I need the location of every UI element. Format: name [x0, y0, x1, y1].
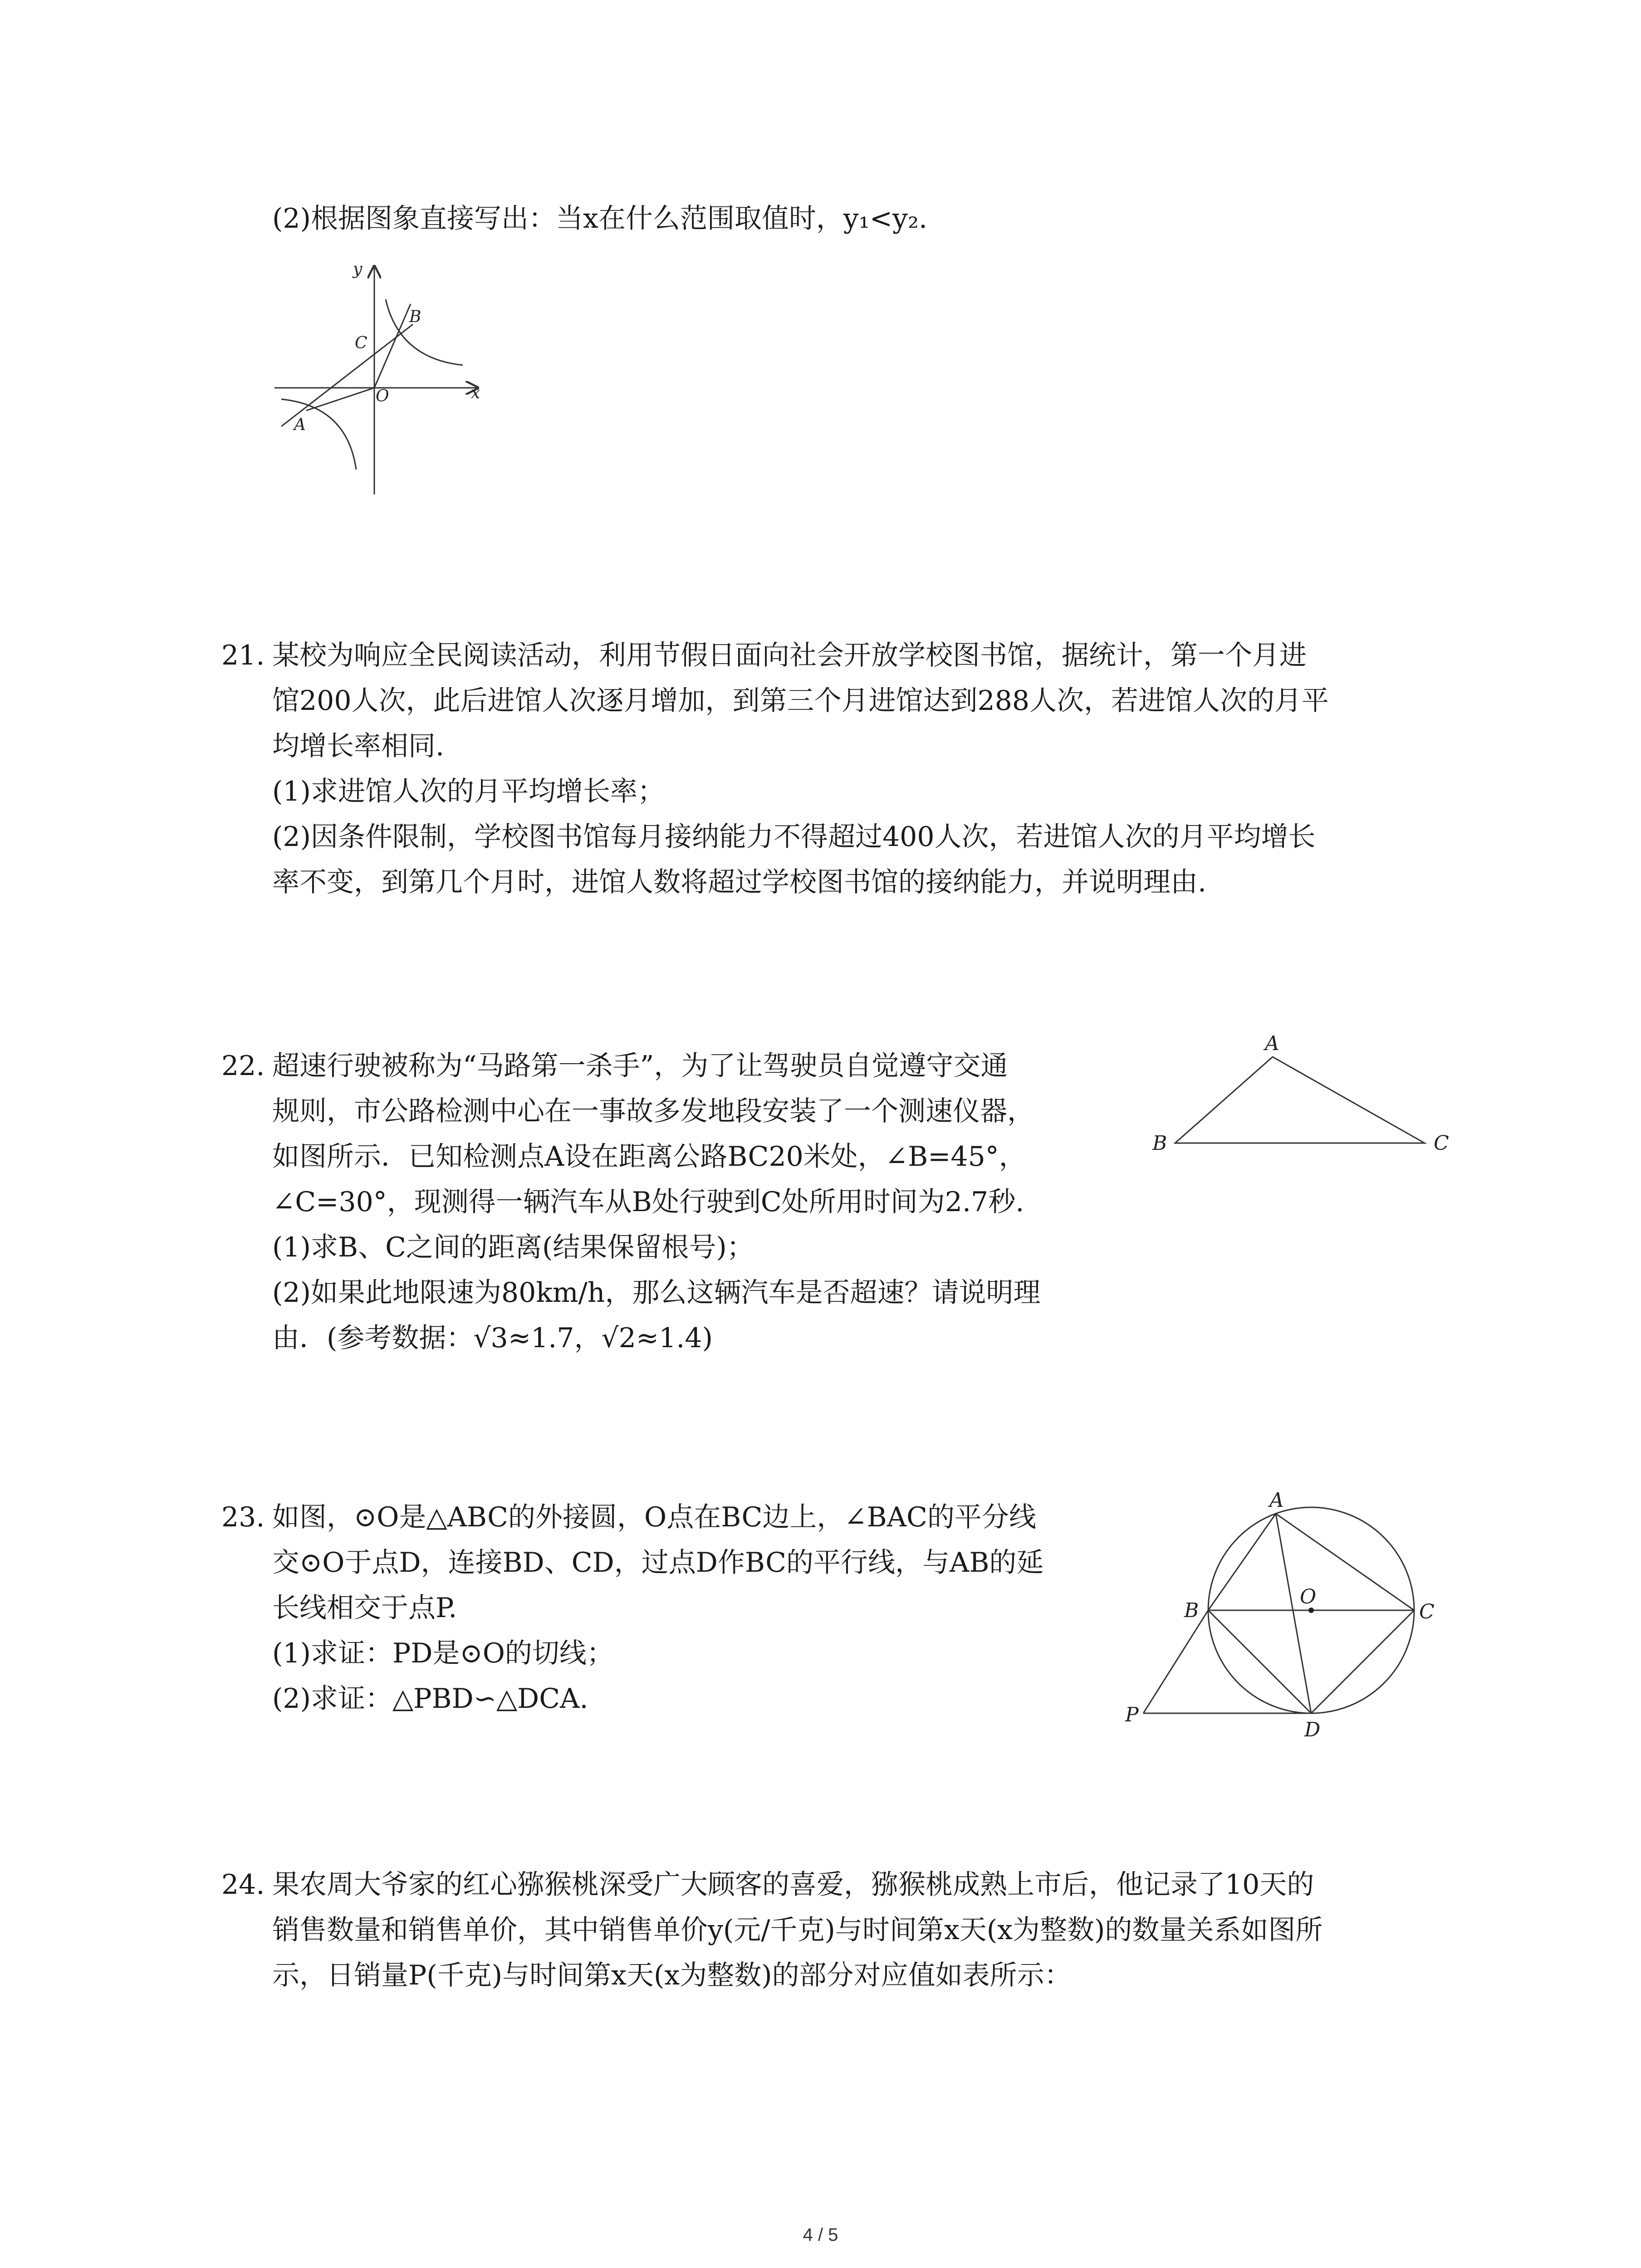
q23-figure — [1116, 1474, 1461, 1765]
q24-number: 24. — [221, 1869, 265, 1901]
q23-line-4: (1)求证：PD是⊙O的切线； — [272, 1637, 614, 1669]
q21-number: 21. — [221, 640, 265, 671]
q20-label-x: x — [471, 384, 480, 402]
q23-label-O: O — [1300, 1585, 1317, 1608]
q21-line-3: 均增长率相同. — [272, 730, 445, 762]
q22-label-C: C — [1434, 1132, 1449, 1155]
q21-line-6: 率不变，到第几个月时，进馆人数将超过学校图书馆的接纳能力，并说明理由. — [272, 866, 1207, 898]
q22-line-1: 超速行驶被称为“马路第一杀手”，为了让驾驶员自觉遵守交通 — [272, 1050, 1008, 1082]
q23-label-P: P — [1125, 1703, 1139, 1726]
q20-hyperbola-upper — [386, 299, 463, 365]
q20-label-y: y — [353, 260, 362, 279]
q22-line-7: 由．(参考数据：√3≈1.7，√2≈1.4) — [272, 1322, 713, 1354]
q20-figure — [263, 254, 499, 508]
q22-figure — [1152, 1030, 1461, 1170]
q21-line-2: 馆200人次，此后进馆人次逐月增加，到第三个月进馆达到288人次，若进馆人次的月平 — [272, 685, 1329, 717]
q23-label-C: C — [1419, 1600, 1435, 1623]
q22-label-A: A — [1265, 1032, 1279, 1055]
q22-line-5: (1)求B、C之间的距离(结果保留根号)； — [272, 1232, 754, 1263]
q23-line-5: (2)求证：△PBD∽△DCA. — [272, 1683, 588, 1715]
q22-line-6: (2)如果此地限速为80km/h，那么这辆汽车是否超速？请说明理 — [272, 1277, 1041, 1309]
q23-label-A: A — [1269, 1489, 1284, 1512]
q24-line-3: 示，日销量P(千克)与时间第x天(x为整数)的部分对应值如表所示： — [272, 1960, 1072, 1991]
q22-line-4: ∠C=30°，现测得一辆汽车从B处行驶到C处所用时间为2.7秒. — [272, 1186, 1024, 1218]
q21-line-1: 某校为响应全民阅读活动，利用节假日面向社会开放学校图书馆，据统计，第一个月进 — [272, 640, 1307, 671]
q22-number: 22. — [221, 1050, 265, 1082]
q23-line-2: 交⊙O于点D，连接BD、CD，过点D作BC的平行线，与AB的延 — [272, 1547, 1044, 1579]
q24-line-1: 果农周大爷家的红心猕猴桃深受广大顾客的喜爱，猕猴桃成熟上市后，他记录了10天的 — [272, 1869, 1314, 1901]
q23-segment-AC — [1276, 1514, 1414, 1610]
q23-number: 23. — [221, 1501, 265, 1533]
q23-label-D: D — [1304, 1718, 1321, 1741]
q24-line-2: 销售数量和销售单价，其中销售单价y(元/千克)与时间第x天(x为整数)的数量关系如图所 — [272, 1914, 1323, 1946]
q20-line-AB — [281, 324, 413, 426]
q20-label-B: B — [409, 308, 421, 326]
page-number: 4 / 5 — [803, 2225, 838, 2245]
q23-segment-CD — [1311, 1610, 1414, 1713]
q22-label-B: B — [1152, 1132, 1167, 1155]
q22-line-2: 规则，市公路检测中心在一事故多发地段安装了一个测速仪器， — [272, 1095, 1034, 1127]
q22-line-3: 如图所示．已知检测点A设在距离公路BC20米处，∠B=45°， — [272, 1141, 1026, 1173]
q20-label-C: C — [355, 334, 367, 352]
q23-segment-AB — [1208, 1514, 1276, 1610]
q23-segment-BP — [1143, 1610, 1208, 1713]
q23-label-B: B — [1184, 1599, 1199, 1622]
q20-part2: (2)根据图象直接写出：当x在什么范围取值时，y₁<y₂. — [272, 203, 928, 235]
q20-segment-OB — [374, 304, 411, 388]
q20-label-O: O — [376, 387, 389, 406]
q23-line-3: 长线相交于点P. — [272, 1592, 457, 1624]
q22-triangle-ABC — [1175, 1057, 1425, 1143]
q23-line-1: 如图，⊙O是△ABC的外接圆，O点在BC边上，∠BAC的平分线 — [272, 1501, 1036, 1533]
q20-hyperbola-lower — [281, 399, 356, 469]
q21-line-5: (2)因条件限制，学校图书馆每月接纳能力不得超过400人次，若进馆人次的月平均增长 — [272, 821, 1316, 853]
q20-label-A: A — [294, 415, 306, 434]
q21-line-4: (1)求进馆人次的月平均增长率； — [272, 776, 665, 807]
